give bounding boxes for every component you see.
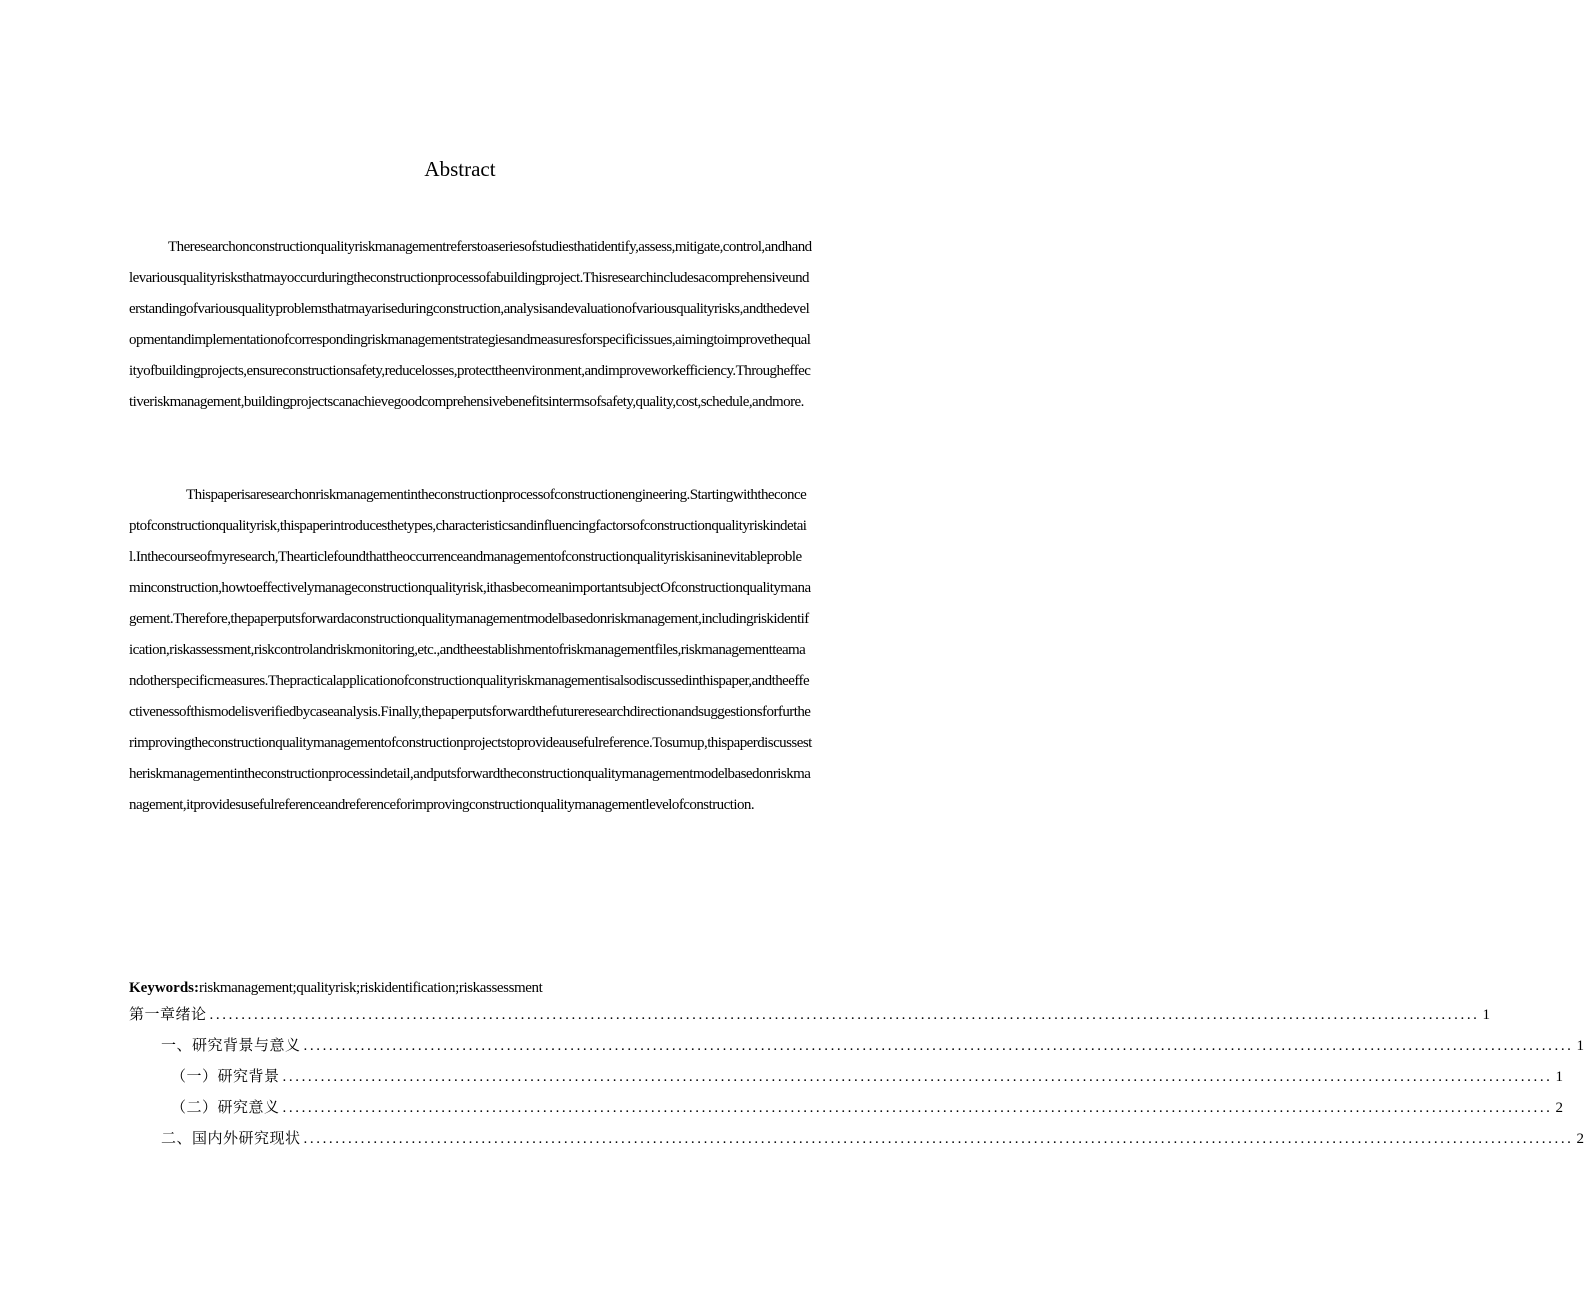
table-of-contents — [129, 1000, 1584, 1155]
abstract-title: Abstract — [424, 157, 496, 181]
toc-entry[interactable] — [129, 1124, 1584, 1155]
toc-entry-label: （一）研究背景 — [171, 1069, 280, 1085]
keywords-text: riskmanagement;qualityrisk;riskidentification;riskassessment — [199, 980, 543, 996]
toc-entry-page: 2 — [1555, 1100, 1564, 1116]
toc-entry-label: 二、国内外研究现状 — [161, 1131, 301, 1147]
toc-entry-page: 1 — [1555, 1069, 1564, 1085]
toc-leader-dots: ........................................................................................................................................................................................................ — [282, 1100, 1553, 1116]
toc-entry-page: 1 — [1482, 1007, 1491, 1023]
toc-entry-label: 第一章绪论 — [129, 1007, 207, 1023]
toc-entry-page: 2 — [1576, 1131, 1584, 1147]
toc-leader-dots: ........................................................................................................................................................................................................ — [303, 1131, 1574, 1147]
toc-entry[interactable] — [129, 1000, 1491, 1031]
keywords-label: Keywords: — [129, 980, 199, 996]
toc-leader-dots: ........................................................................................................................................................................................................ — [303, 1038, 1574, 1054]
toc-entry-label: 一、研究背景与意义 — [161, 1038, 301, 1054]
toc-entry-label: （二）研究意义 — [171, 1100, 280, 1116]
toc-entry-page: 1 — [1576, 1038, 1584, 1054]
toc-entry[interactable] — [129, 1031, 1584, 1062]
toc-entry[interactable] — [129, 1062, 1564, 1093]
abstract-paragraph-2: Thispaperisaresearchonriskmanagementintheconstructionprocessofconstructionengineering.Startingwiththeconceptofconstructionqualityrisk,thispaperintroducesthetypes,characteristicsandinfluencingfactorsofconstructionqualityriskindetail.Inthecourseofmyresearch,Thearticlefoundthattheoccurrenceandmanagementofconstructionqualityriskisaninevitableprobleminconstruction,howtoeffectivelymanageconstructionqualityrisk,ithasbecomeanimportantsubjectOfconstructionqualitymanagement.Therefore,thepaperputsforwardaconstructionqualitymanagementmodelbasedonriskmanagement,includingriskidentification,riskassessment,riskcontrolandriskmonitoring,etc.,andtheestablishmentofriskmanagementfiles,riskmanagementteamandotherspecificmeasures.Thepracticalapplicationofconstructionqualityriskmanagementisalsodiscussedinthispaper,andtheeffectivenessofthismodelisverifiedbycaseanalysis.Finally,thepaperputsforwardthefutureresearchdirectionandsuggestionsforfurtherimprovingtheconstructionqualitymanagementofconstructionprojectstoprovideausefulreference.Tosumup,thispaperdiscussestheriskmanagementintheconstructionprocessindetail,andputsforwardtheconstructionqualitymanagementmodelbasedonriskmanagement,itprovidesusefulreferenceandreferenceforimprovingconstructionqualitymanagementlevelofconstruction. — [129, 487, 812, 813]
toc-entry[interactable] — [129, 1093, 1564, 1124]
abstract-paragraph-1: Theresearchonconstructionqualityriskmanagementreferstoaseriesofstudiesthatidentify,assess,mitigate,control,andhandlevariousqualityrisksthatmayoccurduringtheconstructionprocessofabuildingproject.Thisresearchincludesacomprehensiveunderstandingofvariousqualityproblemsthatmayariseduringconstruction,analysisandevaluationofvariousqualityrisks,andthedevelopmentandimplementationofcorrespondingriskmanagementstrategiesandmeasuresforspecificissues,aimingtoimprovethequalityofbuildingprojects,ensureconstructionsafety,reducelosses,protecttheenvironment,andimproveworkefficiency.Througheffectiveriskmanagement,buildingprojectscanachievegoodcomprehensivebenefitsintermsofsafety,quality,cost,schedule,andmore. — [129, 239, 812, 410]
toc-leader-dots: ........................................................................................................................................................................................................ — [282, 1069, 1553, 1085]
toc-leader-dots: ........................................................................................................................................................................................................ — [209, 1007, 1480, 1023]
keywords-line — [129, 976, 812, 1000]
